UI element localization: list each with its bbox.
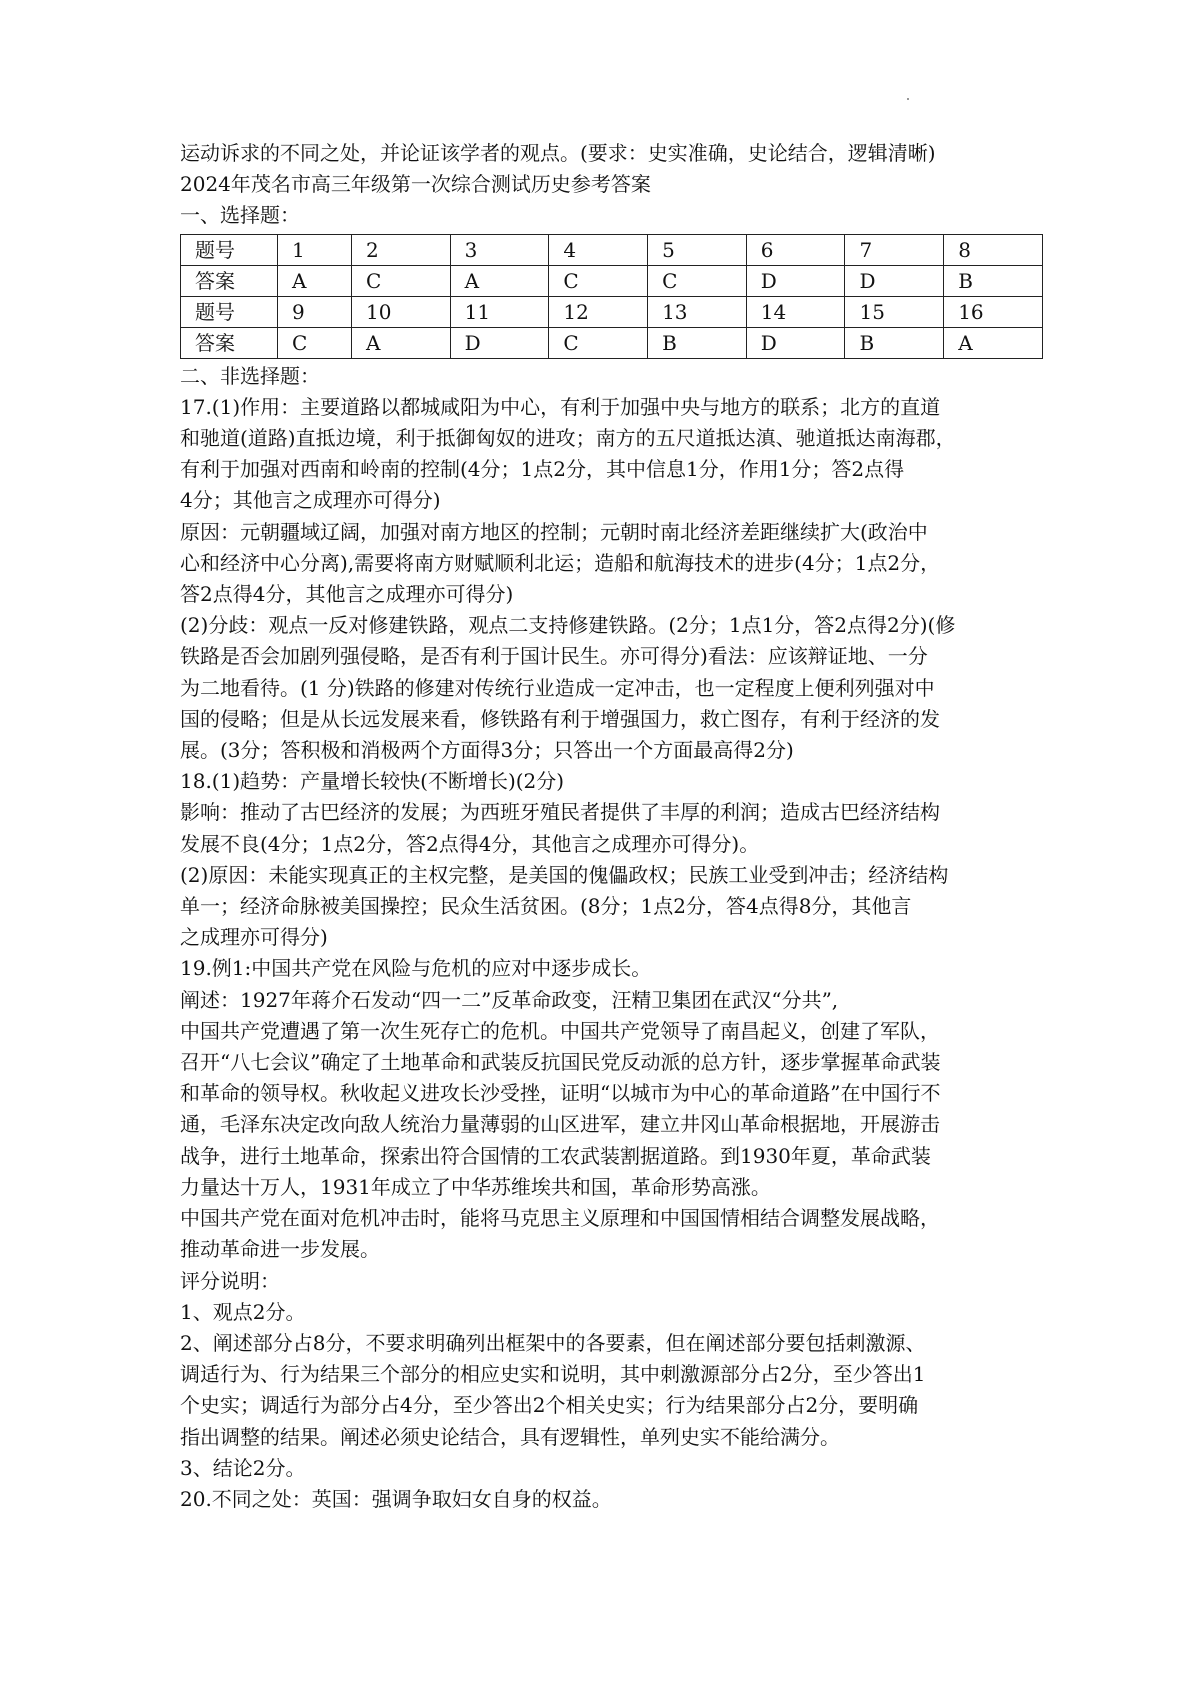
- text-line: 影响：推动了古巴经济的发展；为西班牙殖民者提供了丰厚的利润；造成古巴经济结构: [180, 800, 940, 825]
- text-line: 答2点得4分，其他言之成理亦可得分): [180, 582, 514, 607]
- table-cell: 1: [278, 234, 352, 265]
- text-line: 国的侵略；但是从长远发展来看，修铁路有利于增强国力，救亡图存，有利于经济的发: [180, 706, 940, 731]
- table-cell: C: [278, 327, 352, 358]
- table-cell: 8: [944, 234, 1043, 265]
- text-line: 3、结论2分。: [180, 1455, 306, 1480]
- text-line: 为二地看待。(1 分)铁路的修建对传统行业造成一定冲击，也一定程度上便利列强对中: [180, 675, 935, 700]
- text-line: 发展不良(4分；1点2分，答2点得4分，其他言之成理亦可得分)。: [180, 831, 760, 856]
- answer-document: [180, 138, 1040, 1515]
- table-cell: B: [944, 265, 1043, 296]
- choice-answer-table: [180, 234, 1043, 359]
- text-line: 18.(1)趋势：产量增长较快(不断增长)(2分): [180, 769, 565, 794]
- text-line: 和驰道(道路)直抵边境，利于抵御匈奴的进攻；南方的五尺道抵达滇、驰道抵达南海郡，: [180, 426, 956, 451]
- text-line: 20.不同之处：英国：强调争取妇女自身的权益。: [180, 1486, 612, 1511]
- table-cell: B: [648, 327, 747, 358]
- text-line: 有利于加强对西南和岭南的控制(4分；1点2分，其中信息1分，作用1分；答2点得: [180, 457, 905, 482]
- table-cell: 16: [944, 296, 1043, 327]
- table-cell: D: [450, 327, 549, 358]
- text-line: 单一；经济命脉被美国操控；民众生活贫困。(8分；1点2分，答4点得8分，其他言: [180, 894, 912, 919]
- text-line: 中国共产党在面对危机冲击时，能将马克思主义原理和中国国情相结合调整发展战略，: [180, 1206, 940, 1231]
- table-cell: B: [845, 327, 944, 358]
- row-header-cell: 答案: [181, 265, 278, 296]
- table-cell: 12: [549, 296, 648, 327]
- table-cell: 4: [549, 234, 648, 265]
- text-line: 阐述：1927年蒋介石发动“四一二”反革命政变，汪精卫集团在武汉“分共”,: [180, 987, 839, 1012]
- text-line: 召开“八七会议”确定了土地革命和武装反抗国民党反动派的总方针，逐步掌握革命武装: [180, 1050, 941, 1075]
- table-row: [181, 265, 1043, 296]
- text-line: 之成理亦可得分): [180, 925, 328, 950]
- row-header-cell: 答案: [181, 327, 278, 358]
- table-cell: A: [450, 265, 549, 296]
- table-cell: 3: [450, 234, 549, 265]
- text-line: 2、阐述部分占8分，不要求明确列出框架中的各要素，但在阐述部分要包括刺激源、: [180, 1330, 926, 1355]
- row-header-cell: 题号: [181, 296, 278, 327]
- table-row: [181, 296, 1043, 327]
- text-line: 原因：元朝疆域辽阔，加强对南方地区的控制；元朝时南北经济差距继续扩大(政治中: [180, 519, 928, 544]
- table-row: [181, 234, 1043, 265]
- table-cell: A: [944, 327, 1043, 358]
- text-line: 17.(1)作用：主要道路以都城咸阳为中心，有利于加强中央与地方的联系；北方的直道: [180, 394, 941, 419]
- text-line: 中国共产党遭遇了第一次生死存亡的危机。中国共产党领导了南昌起义，创建了军队，: [180, 1018, 940, 1043]
- text-line: 4分；其他言之成理亦可得分): [180, 488, 441, 513]
- table-row: [181, 327, 1043, 358]
- table-cell: C: [351, 265, 450, 296]
- text-line: 和革命的领导权。秋收起义进攻长沙受挫，证明“以城市为中心的革命道路”在中国行不: [180, 1081, 941, 1106]
- text-line: 力量达十万人，1931年成立了中华苏维埃共和国，革命形势高涨。: [180, 1174, 771, 1199]
- question-continuation: 运动诉求的不同之处，并论证该学者的观点。(要求：史实准确，史论结合，逻辑清晰): [180, 141, 936, 165]
- document-title: 2024年茂名市高三年级第一次综合测试历史参考答案: [180, 172, 651, 197]
- section-heading-nonchoice: 二、非选择题：: [180, 363, 320, 388]
- text-line: 铁路是否会加剧列强侵略，是否有利于国计民生。亦可得分)看法：应该辩证地、一分: [180, 644, 928, 669]
- scan-dot: [907, 98, 909, 100]
- table-cell: 9: [278, 296, 352, 327]
- text-line: 19.例1:中国共产党在风险与危机的应对中逐步成长。: [180, 956, 652, 981]
- table-cell: 11: [450, 296, 549, 327]
- table-cell: D: [746, 265, 845, 296]
- row-header-cell: 题号: [181, 234, 278, 265]
- text-line: 个史实；调适行为部分占4分，至少答出2个相关史实；行为结果部分占2分，要明确: [180, 1393, 919, 1418]
- text-line: (2)原因：未能实现真正的主权完整，是美国的傀儡政权；民族工业受到冲击；经济结构: [180, 862, 949, 887]
- text-line: 1、观点2分。: [180, 1299, 306, 1324]
- text-line: 展。(3分；答积极和消极两个方面得3分；只答出一个方面最高得2分): [180, 738, 794, 763]
- table-cell: 5: [648, 234, 747, 265]
- text-line: 战争，进行土地革命，探索出符合国情的工农武装割据道路。到1930年夏，革命武装: [180, 1143, 931, 1168]
- table-cell: A: [351, 327, 450, 358]
- text-line: 评分说明：: [180, 1268, 280, 1293]
- table-cell: 2: [351, 234, 450, 265]
- text-line: 调适行为、行为结果三个部分的相应史实和说明，其中刺激源部分占2分，至少答出1: [180, 1362, 926, 1387]
- text-line: 心和经济中心分离),需要将南方财赋顺利北运；造船和航海技术的进步(4分；1点2分，: [180, 550, 941, 575]
- table-cell: 6: [746, 234, 845, 265]
- table-cell: C: [549, 265, 648, 296]
- table-cell: D: [746, 327, 845, 358]
- table-cell: C: [648, 265, 747, 296]
- table-cell: 7: [845, 234, 944, 265]
- table-cell: 14: [746, 296, 845, 327]
- table-cell: C: [549, 327, 648, 358]
- table-cell: D: [845, 265, 944, 296]
- text-line: 指出调整的结果。阐述必须史论结合，具有逻辑性，单列史实不能给满分。: [180, 1424, 840, 1449]
- text-line: 推动革命进一步发展。: [180, 1237, 380, 1262]
- table-cell: 15: [845, 296, 944, 327]
- text-line: 通，毛泽东决定改向敌人统治力量薄弱的山区进军，建立井冈山革命根据地，开展游击: [180, 1112, 940, 1137]
- text-line: (2)分歧：观点一反对修建铁路，观点二支持修建铁路。(2分；1点1分，答2点得2分)(修: [180, 613, 956, 638]
- table-cell: 13: [648, 296, 747, 327]
- answer-body: [180, 392, 1040, 1515]
- table-cell: A: [278, 265, 352, 296]
- table-cell: 10: [351, 296, 450, 327]
- section-heading-choice: 一、选择题：: [180, 203, 300, 228]
